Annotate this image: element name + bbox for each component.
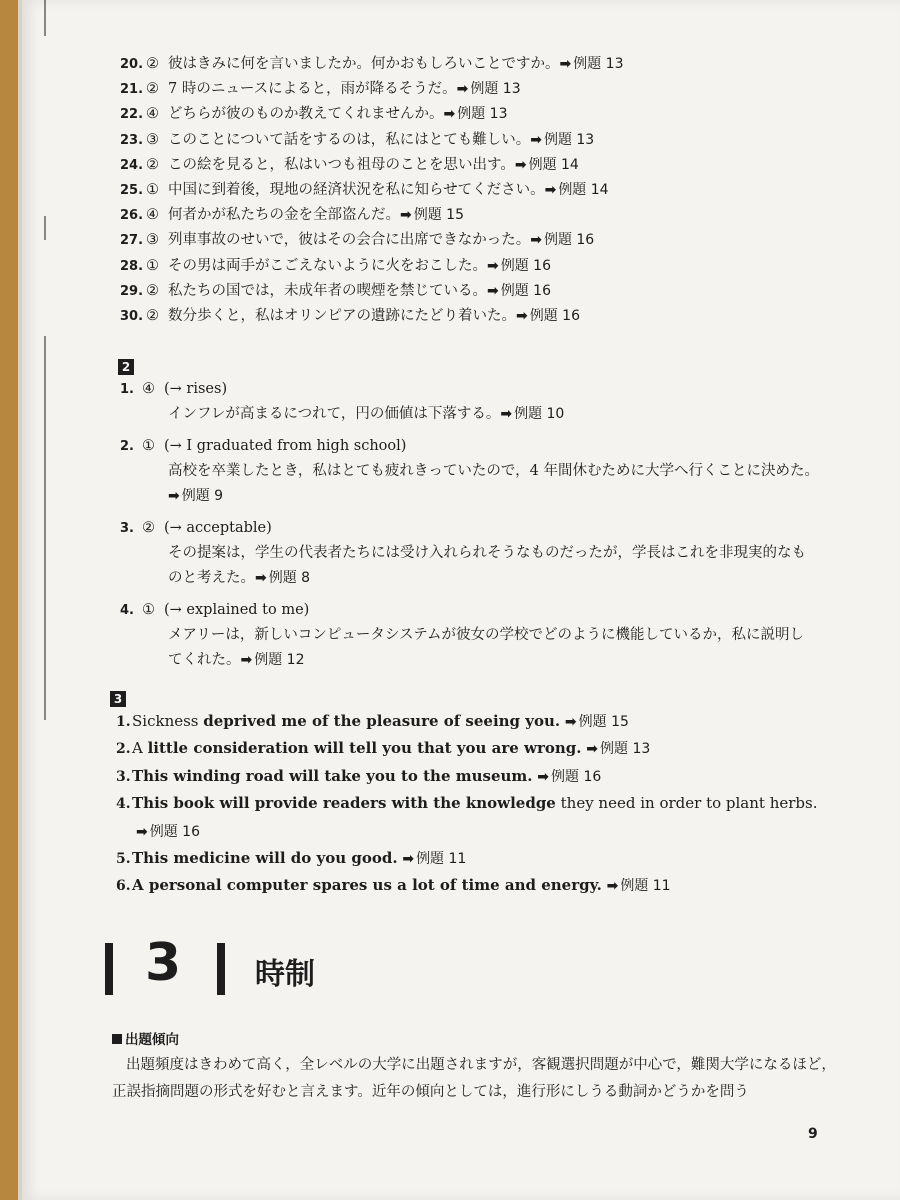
- item-translation-line: [120, 648, 840, 673]
- answer-choice: ②: [146, 56, 159, 72]
- arrow-right-icon: ➡: [168, 488, 180, 504]
- item-translation-line: [120, 402, 840, 427]
- example-reference: [515, 157, 579, 173]
- sentence-fragment: This medicine will do you good.: [132, 849, 398, 868]
- item-number: 4.: [120, 603, 134, 618]
- list-item: [120, 102, 840, 127]
- example-reference: [516, 308, 580, 324]
- example-reference: [168, 488, 223, 504]
- item-translation: 彼はきみに何を言いましたか。何かおもしろいことですか。: [168, 56, 560, 72]
- example-reference: [586, 741, 650, 757]
- section-2-label: 2: [118, 359, 134, 375]
- answer-list-section-3: [116, 708, 856, 900]
- arrow-right-icon: ➡: [487, 257, 499, 274]
- example-reference-text: 例題 13: [600, 741, 651, 758]
- item-translation: 何者かが私たちの金を全部盗んだ。: [168, 207, 400, 224]
- example-reference-text: 例題 16: [149, 823, 200, 840]
- arrow-right-icon: ➡: [516, 307, 528, 324]
- list-item: [120, 228, 840, 253]
- arrow-right-icon: ➡: [456, 81, 469, 98]
- item-number: 30.: [120, 308, 144, 324]
- example-reference: [457, 81, 521, 97]
- example-reference-text: 例題 10: [514, 406, 565, 422]
- sentence-fragment: deprived me of the pleasure of seeing you.: [203, 712, 561, 730]
- item-translation: 私たちの国では，未成年者の喫煙を禁じている。: [168, 282, 487, 299]
- item-number: 27.: [120, 233, 144, 249]
- item-number: 2.: [116, 741, 131, 758]
- example-reference: [545, 182, 609, 198]
- arrow-right-icon: ➡: [559, 56, 572, 72]
- example-reference: [530, 132, 594, 148]
- chapter-title: 時制: [255, 957, 315, 992]
- example-reference-text: 例題 16: [551, 768, 602, 785]
- item-translation: 中国に到着後，現地の経済状況を私に知らせてください。: [168, 181, 545, 198]
- section-3-label: 3: [110, 691, 126, 707]
- section-2-marker: [118, 356, 134, 375]
- item-translation-line: [120, 459, 840, 484]
- example-reference-text: 例題 13: [457, 106, 508, 123]
- answer-choice: ①: [142, 602, 155, 618]
- item-translation-text: てくれた。: [168, 652, 241, 668]
- item-translation: この絵を見ると，私はいつも祖母のことを思い出す。: [168, 156, 515, 173]
- item-translation-line: [120, 541, 840, 566]
- list-item: [120, 153, 840, 178]
- sentence-fragment: they need in order to plant herbs.: [555, 794, 818, 813]
- item-translation: 列車事故のせいで，彼はその会合に出席できなかった。: [168, 232, 531, 249]
- item-reference-line: [120, 484, 840, 509]
- item-number: 1.: [120, 382, 134, 397]
- item-reference-line: [116, 818, 856, 845]
- item-header: [120, 597, 840, 623]
- item-translation-text: メアリーは，新しいコンピュータシステムが彼女の学校でどのように機能しているか，私に説明し: [168, 627, 804, 643]
- answer-choice: ③: [146, 131, 159, 148]
- arrow-right-icon: ➡: [402, 851, 415, 868]
- page-number: 9: [808, 1126, 818, 1142]
- item-number: 4.: [116, 796, 131, 813]
- sentence-fragment: Sickness: [132, 712, 204, 730]
- example-reference: [537, 769, 601, 785]
- example-reference-text: 例題 11: [620, 878, 671, 895]
- example-reference: [500, 406, 564, 422]
- sentence-fragment: This book will provide readers with the knowledge: [132, 794, 556, 813]
- sentence-fragment: little consideration will tell you that you are wrong.: [147, 739, 582, 758]
- example-reference-text: 例題 16: [500, 257, 551, 274]
- example-reference-text: 例題 11: [416, 851, 467, 868]
- list-item: [116, 845, 856, 872]
- item-number: 21.: [120, 82, 144, 98]
- arrow-right-icon: ➡: [606, 878, 619, 895]
- item-number: 3.: [120, 521, 134, 536]
- arrow-right-icon: ➡: [537, 768, 550, 785]
- chapter-number: 3: [145, 933, 182, 993]
- answer-choice: ①: [146, 181, 159, 198]
- example-reference: [530, 232, 594, 248]
- chapter-bar-right: [217, 943, 225, 995]
- list-item: [120, 254, 840, 279]
- example-reference-text: 例題 16: [529, 307, 580, 324]
- list-item: [120, 304, 840, 329]
- trend-heading-text: 出題傾向: [125, 1032, 179, 1048]
- answer-choice: ④: [142, 381, 155, 397]
- item-translation-text: 高校を卒業したとき，私はとても疲れきっていたので，4 年間休むために大学へ行くことに決めた。: [168, 463, 819, 479]
- example-reference: [400, 207, 464, 223]
- chapter-bar-left: [105, 943, 113, 995]
- list-item: [120, 376, 840, 427]
- answer-choice: ③: [146, 232, 159, 249]
- example-reference-text: 例題 16: [500, 282, 551, 299]
- item-translation-text: インフレが高まるにつれて，円の価値は下落する。: [168, 406, 501, 422]
- arrow-right-icon: ➡: [240, 652, 253, 668]
- item-translation-text: その提案は，学生の代表者たちには受け入れられそうなものだったが，学長はこれを非現実的なも: [168, 545, 806, 561]
- answer-choice: ②: [146, 307, 159, 324]
- example-reference: [565, 714, 629, 730]
- example-reference: [444, 106, 508, 122]
- list-item: [116, 790, 856, 817]
- item-header: [120, 515, 840, 541]
- item-header: [120, 433, 840, 459]
- list-item: [116, 872, 856, 899]
- margin-line: [44, 0, 46, 1200]
- list-item: [120, 203, 840, 228]
- sentence-fragment: This winding road will take you to the museum.: [132, 766, 533, 785]
- item-number: 2.: [120, 439, 134, 454]
- item-header: [120, 376, 840, 402]
- example-reference-text: 例題 15: [413, 207, 464, 224]
- item-correction: (→ I graduated from high school): [164, 438, 407, 454]
- square-bullet-icon: [112, 1034, 122, 1044]
- item-number: 24.: [120, 157, 144, 173]
- sentence-fragment: A personal computer spares us a lot of time and energy.: [132, 876, 602, 895]
- item-translation: 7 時のニュースによると，雨が降るそうだ。: [168, 81, 457, 98]
- answer-choice: ②: [146, 282, 159, 299]
- item-number: 22.: [120, 107, 144, 123]
- item-translation-text: のと考えた。: [168, 570, 255, 586]
- arrow-right-icon: ➡: [487, 282, 499, 299]
- answer-choice: ④: [146, 106, 159, 123]
- list-item: [120, 433, 840, 509]
- example-reference: [607, 878, 671, 894]
- answer-list-section-1: [120, 52, 840, 329]
- answer-choice: ④: [146, 207, 159, 224]
- item-number: 26.: [120, 208, 144, 224]
- example-reference-text: 例題 13: [573, 56, 624, 72]
- arrow-right-icon: ➡: [530, 131, 542, 148]
- example-reference: [136, 824, 200, 840]
- item-number: 6.: [116, 878, 131, 895]
- trend-heading: [112, 1028, 179, 1048]
- arrow-right-icon: ➡: [564, 714, 577, 730]
- item-number: 20.: [120, 57, 144, 72]
- arrow-right-icon: ➡: [586, 741, 598, 758]
- list-item: [116, 735, 856, 762]
- arrow-right-icon: ➡: [255, 570, 267, 586]
- example-reference-text: 例題 14: [558, 181, 609, 198]
- example-reference: [241, 652, 305, 668]
- list-item: [120, 128, 840, 153]
- example-reference-text: 例題 9: [181, 488, 224, 504]
- example-reference: [402, 851, 466, 867]
- example-reference-text: 例題 8: [268, 570, 311, 586]
- list-item: [116, 708, 856, 735]
- item-correction: (→ acceptable): [164, 520, 272, 536]
- example-reference: [487, 283, 551, 299]
- item-translation: 数分歩くと，私はオリンピアの遺跡にたどり着いた。: [168, 307, 516, 324]
- arrow-right-icon: ➡: [400, 207, 412, 224]
- item-number: 3.: [116, 768, 131, 785]
- item-number: 5.: [116, 851, 131, 868]
- example-reference-text: 例題 16: [543, 232, 595, 249]
- list-item: [120, 52, 840, 77]
- trend-body: 出題頻度はきわめて高く，全レベルの大学に出題されますが，客観選択問題が中心で，難関大学になるほど，正誤指摘問題の形式を好むと言えます。近年の傾向としては，進行形にしうる動詞かどうかを問う: [112, 1057, 836, 1100]
- example-reference: [487, 258, 551, 274]
- list-item: [120, 178, 840, 203]
- example-reference-text: 例題 15: [578, 714, 629, 730]
- item-number: 23.: [120, 132, 144, 148]
- arrow-right-icon: ➡: [136, 823, 148, 840]
- answer-choice: ②: [142, 520, 155, 536]
- example-reference-text: 例題 14: [528, 156, 579, 173]
- answer-choice: ①: [142, 438, 155, 454]
- arrow-right-icon: ➡: [500, 406, 513, 422]
- item-translation: どちらが彼のものか教えてくれませんか。: [168, 106, 444, 123]
- item-correction: (→ rises): [164, 381, 228, 397]
- arrow-right-icon: ➡: [514, 156, 527, 173]
- arrow-right-icon: ➡: [530, 232, 542, 249]
- list-item: [116, 763, 856, 790]
- answer-choice: ②: [146, 81, 159, 98]
- example-reference-text: 例題 13: [470, 81, 521, 98]
- item-correction: (→ explained to me): [164, 602, 310, 618]
- item-translation: その男は両手がこごえないように火をおこした。: [168, 257, 487, 274]
- example-reference-text: 例題 12: [254, 652, 305, 668]
- answer-list-section-2: [120, 376, 840, 679]
- list-item: [120, 77, 840, 102]
- arrow-right-icon: ➡: [544, 181, 557, 198]
- item-translation: このことについて話をするのは，私にはとても難しい。: [168, 131, 531, 148]
- item-number: 1.: [116, 714, 131, 730]
- item-number: 25.: [120, 182, 144, 198]
- item-translation-line: [120, 623, 840, 648]
- list-item: [120, 279, 840, 304]
- item-number: 29.: [120, 283, 144, 299]
- arrow-right-icon: ➡: [443, 106, 456, 123]
- section-3-marker: [110, 688, 126, 707]
- item-number: 28.: [120, 258, 144, 274]
- example-reference: [560, 56, 624, 72]
- answer-choice: ②: [146, 156, 159, 173]
- list-item: [120, 597, 840, 673]
- sentence-fragment: A: [132, 739, 148, 758]
- example-reference: [255, 570, 310, 586]
- example-reference-text: 例題 13: [543, 131, 595, 148]
- item-translation-line: [120, 566, 840, 591]
- list-item: [120, 515, 840, 591]
- answer-choice: ①: [146, 257, 159, 274]
